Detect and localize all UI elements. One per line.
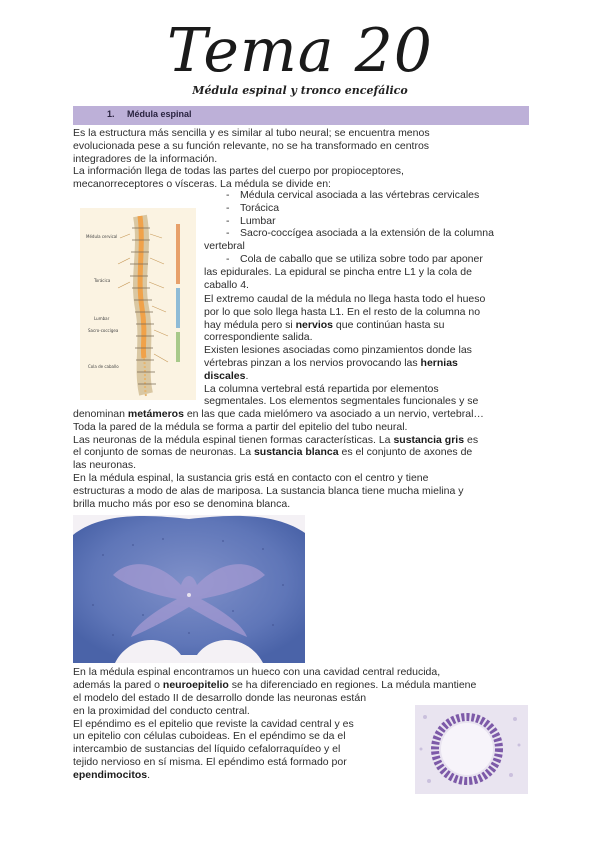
text-line: tejido nervioso en sí misma. El epéndimo está formado por	[73, 755, 347, 768]
text-line: Existen lesiones asociadas como pinzamientos donde las	[204, 344, 472, 357]
page-title: Tema 20	[167, 16, 433, 86]
figure-label: Cola de caballo	[88, 364, 119, 369]
list-item-text: Cola de caballo que se utiliza sobre todo par aponer	[240, 252, 483, 265]
list-item-text: Torácica	[240, 201, 280, 214]
text-line: En la médula espinal, la sustancia gris está en contacto con el centro y tiene	[73, 471, 429, 484]
paragraph-metameros	[73, 408, 531, 510]
list-item-continuation: vertebral	[204, 240, 245, 253]
paragraph-ependimo	[73, 692, 413, 782]
figure-label: Médula cervical	[86, 234, 118, 239]
text-line: además la pared o neuroepitelio se ha diferenciado en regiones. La médula mantiene	[73, 678, 477, 691]
figure-label: Lumbar	[94, 316, 110, 321]
list-item-continuation: caballo 4.	[204, 278, 249, 291]
list-item: - Médula cervical asociada a las vértebras cervicales	[226, 189, 480, 201]
text-line: evolucionada pese a su función relevante, no se ha transformado en centros	[73, 139, 430, 152]
text-line: el modelo del estado II de desarrollo donde las neuronas están	[73, 692, 367, 704]
text-line: mecanorreceptores o vísceras. La médula se divide en:	[73, 178, 331, 191]
text-line: La columna vertebral está repartida por elementos	[204, 382, 439, 395]
page-subtitle: Médula espinal y tronco encefálico	[192, 84, 408, 97]
text-line: las neuronas.	[73, 459, 137, 472]
text-line: estructuras a modo de alas de mariposa. La sustancia blanca tiene mucha mielina y	[73, 484, 464, 497]
text-line: correspondiente salida.	[204, 331, 313, 344]
central-canal-lumen	[441, 723, 493, 775]
text-line: discales.	[204, 369, 249, 382]
paragraph-neuroepitelio	[73, 666, 531, 692]
text-line: La información llega de todas las partes del cuerpo por propioceptores,	[73, 165, 404, 178]
list-item-text: Médula cervical asociada a las vértebras cervicales	[240, 189, 480, 201]
spinal-cord-histology-image	[73, 515, 305, 663]
text-line: Es la estructura más sencilla y es similar al tubo neural; se encuentra menos	[73, 127, 430, 139]
central-canal	[187, 593, 191, 597]
text-line: integradores de la información.	[73, 152, 218, 165]
list-item-text: Sacro-coccígea asociada a la extensión de la columna	[240, 227, 494, 240]
text-line: En la médula espinal encontramos un hueco con una cavidad central reducida,	[73, 666, 441, 678]
text-line: Toda la pared de la médula se forma a partir del epitelio del tubo neural.	[73, 420, 408, 433]
list-item: - Sacro-coccígea asociada a la extensión de la columna	[226, 227, 494, 240]
section-number: 1.	[107, 109, 115, 119]
section-title: Médula espinal	[127, 109, 192, 119]
paragraph-caudal	[204, 293, 530, 408]
list-item: - Torácica	[226, 201, 280, 214]
text-line: por lo que solo llega hasta L1. En el resto de la columna no	[204, 305, 481, 318]
text-line: El extremo caudal de la médula no llega hasta todo el hueso	[204, 293, 486, 305]
text-line: vértebras pinzan a los nervios provocando las hernias	[204, 356, 458, 369]
section-header	[73, 106, 529, 125]
spine-anatomy-figure	[80, 208, 196, 400]
region-marker-cervical	[176, 224, 180, 284]
text-line: ependimocitos.	[73, 768, 151, 781]
list-item-text: Lumbar	[240, 214, 276, 227]
region-marker-thoracic	[176, 288, 180, 328]
list-item-continuation: las epidurales. La epidural se pincha entre L1 y la cola de	[204, 265, 472, 278]
text-line: en la proximidad del conducto central.	[73, 704, 250, 717]
region-marker-lumbar	[176, 332, 180, 362]
text-line: El epéndimo es el epitelio que reviste la cavidad central y es	[73, 717, 354, 730]
text-line: denominan metámeros en las que cada mielómero va asociado a un nervio, vertebral…	[73, 408, 484, 420]
list-item: - Lumbar	[226, 214, 276, 227]
ependymal-canal-image	[415, 705, 528, 794]
text-line: hay médula pero si nervios que continúan hasta su	[204, 318, 445, 331]
list-item: - Cola de caballo que se utiliza sobre todo par aponer	[226, 252, 483, 265]
text-line: segmentales. Los elementos segmentales funcionales y se	[204, 395, 479, 408]
text-line: el conjunto de somas de neuronas. La sustancia blanca es el conjunto de axones de	[73, 446, 473, 459]
text-line: brilla mucho más por eso se denomina blanca.	[73, 497, 291, 510]
text-line: un epitelio con células cuboideas. En el epéndimo se da el	[73, 730, 346, 743]
paragraph-intro	[73, 127, 529, 191]
region-list	[204, 189, 530, 291]
text-line: Las neuronas de la médula espinal tienen formas características. La sustancia gris es	[73, 433, 479, 446]
figure-label: Sacro-coccígea	[88, 328, 119, 333]
figure-label: Torácica	[94, 278, 111, 283]
text-line: intercambio de sustancias del líquido cefalorraquídeo y el	[73, 743, 341, 756]
